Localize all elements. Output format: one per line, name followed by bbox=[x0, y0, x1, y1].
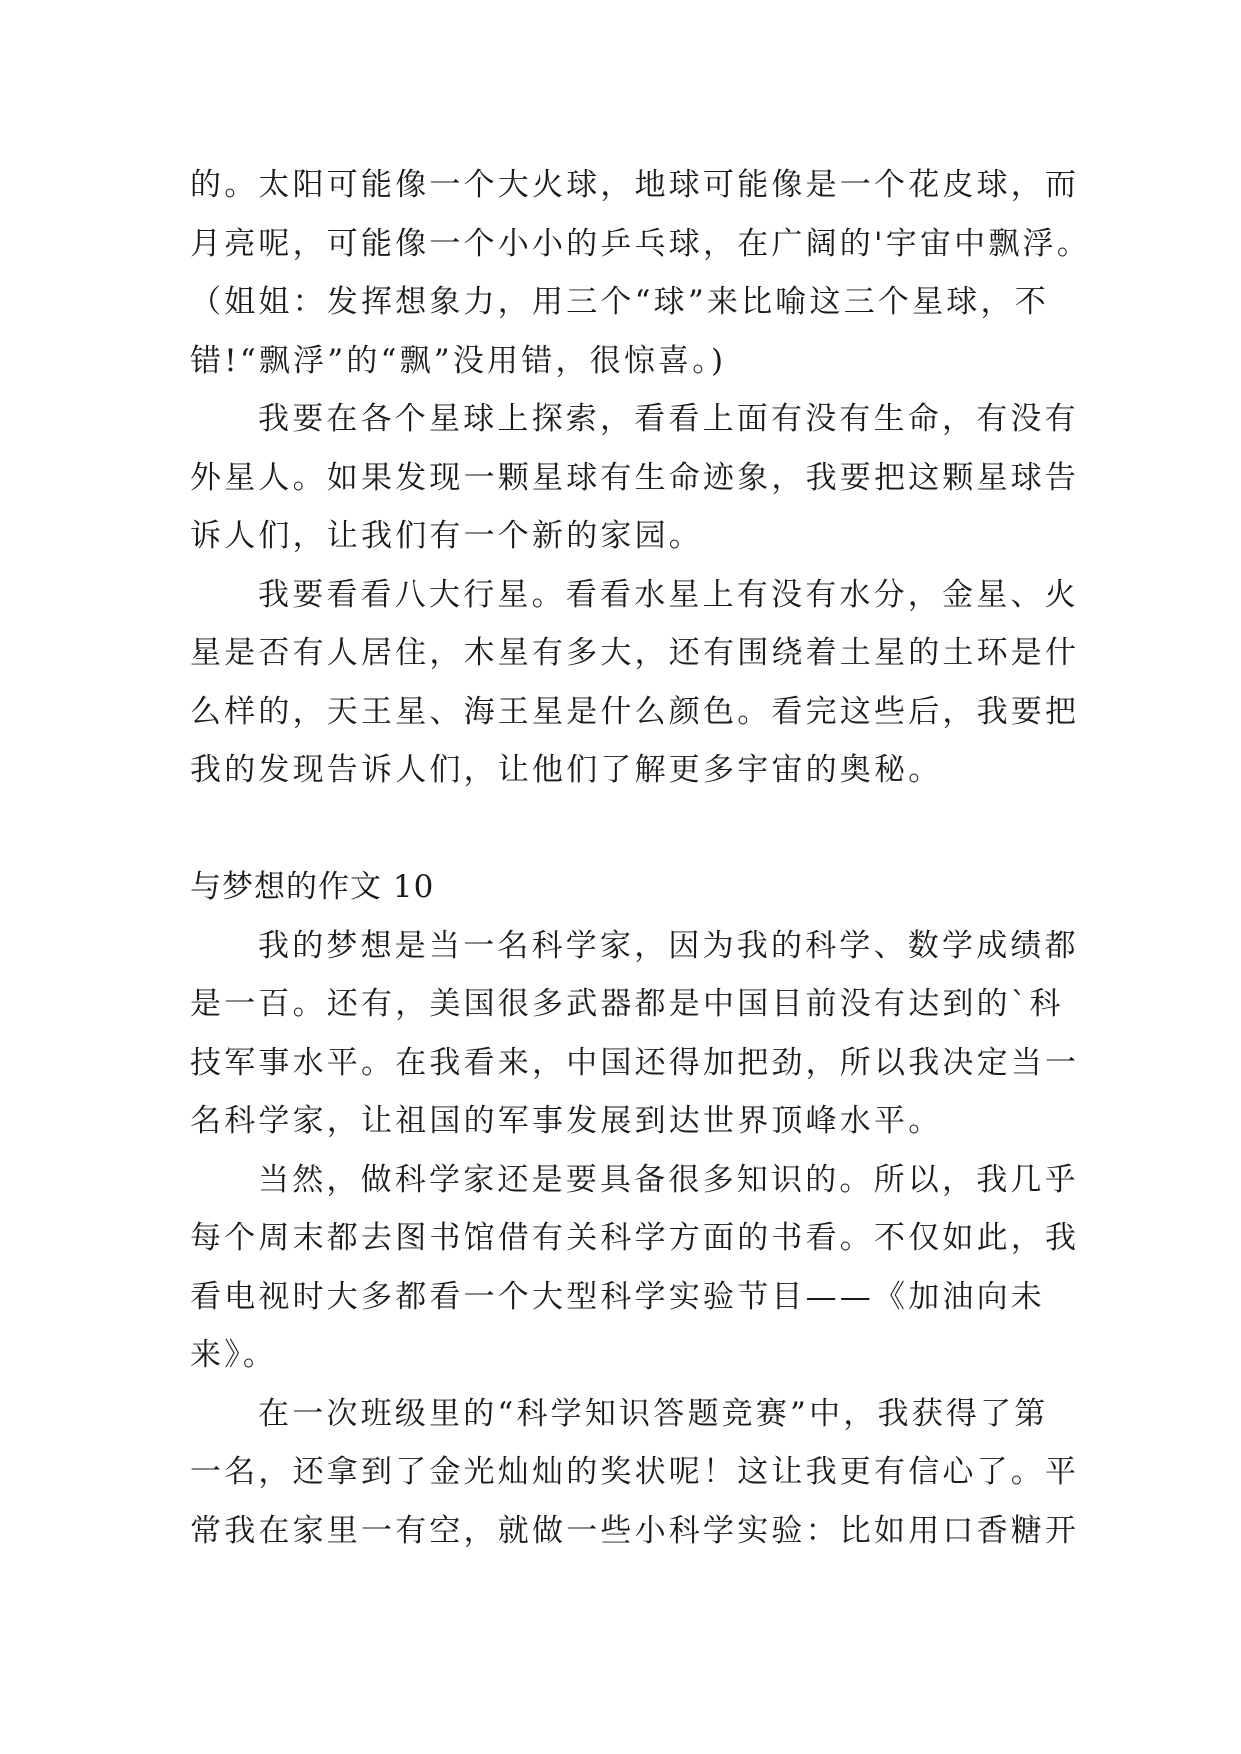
text-line: 错!“飘浮”的“飘”没用错，很惊喜。) bbox=[190, 342, 727, 379]
text-line: 名科学家，让祖国的军事发展到达世界顶峰水平。 bbox=[190, 1103, 943, 1139]
text-line: 我要看看八大行星。看看水星上有没有水分，金星、火 bbox=[258, 576, 1079, 613]
text-line: 每个周末都去图书馆借有关科学方面的书看。不仅如此，我 bbox=[190, 1220, 1080, 1256]
text-line: 月亮呢，可能像一个小小的乒乓球，在广阔的'宇宙中飘浮。 bbox=[190, 225, 1091, 262]
text-line: 常我在家里一有空，就做一些小科学实验：比如用口香糖开 bbox=[190, 1512, 1080, 1549]
text-line: 外星人。如果发现一颗星球有生命迹象，我要把这颗星球告 bbox=[190, 459, 1080, 496]
text-line: 当然，做科学家还是要具备很多知识的。所以，我几乎 bbox=[258, 1161, 1079, 1198]
text-line: 技军事水平。在我看来，中国还得加把劲，所以我决定当一 bbox=[190, 1044, 1080, 1081]
paragraph-eight-planets bbox=[190, 566, 1080, 800]
text-line: 看电视时大多都看一个大型科学实验节目——《加油向未 bbox=[190, 1278, 1045, 1315]
section-spacer bbox=[190, 800, 1070, 859]
paragraph-scientist-dream bbox=[190, 917, 1080, 1151]
paragraph-explore-life bbox=[190, 390, 1080, 566]
text-line: 一名，还拿到了金光灿灿的奖状呢！这让我更有信心了。平 bbox=[190, 1454, 1080, 1490]
section-title: 与梦想的作文 10 bbox=[190, 869, 435, 905]
text-line: （姐姐：发挥想象力，用三个“球”来比喻这三个星球，不 bbox=[190, 284, 1049, 320]
text-line: 我的梦想是当一名科学家，因为我的科学、数学成绩都 bbox=[258, 927, 1079, 964]
paragraph-knowledge bbox=[190, 1151, 1080, 1385]
text-line: 在一次班级里的“科学知识答题竞赛”中，我获得了第 bbox=[258, 1395, 1049, 1432]
document-body bbox=[190, 156, 1091, 1560]
text-line: 是一百。还有，美国很多武器都是中国目前没有达到的`科 bbox=[190, 986, 1064, 1022]
text-line: 么样的，天王星、海王星是什么颜色。看完这些后，我要把 bbox=[190, 693, 1080, 730]
text-line: 来》。 bbox=[190, 1337, 278, 1373]
paragraph-competition bbox=[190, 1385, 1080, 1561]
text-line: 星是否有人居住，木星有多大，还有围绕着土星的土环是什 bbox=[190, 635, 1080, 671]
text-line: 的。太阳可能像一个大火球，地球可能像是一个花皮球，而 bbox=[190, 167, 1080, 203]
text-line: 我要在各个星球上探索，看看上面有没有生命，有没有 bbox=[258, 401, 1079, 437]
text-line: 我的发现告诉人们，让他们了解更多宇宙的奥秘。 bbox=[190, 752, 943, 788]
paragraph-planets-comparison bbox=[190, 156, 1091, 390]
text-line: 诉人们，让我们有一个新的家园。 bbox=[190, 518, 703, 554]
